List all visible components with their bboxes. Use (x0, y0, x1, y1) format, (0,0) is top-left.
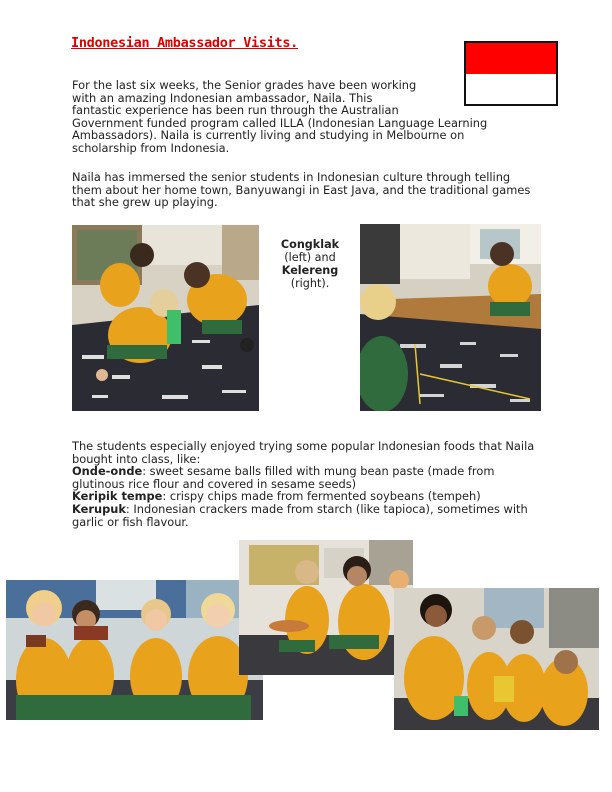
photo-students-food-tray (239, 540, 413, 675)
foods-intro: The students especially enjoyed trying some popular Indonesian foods that Naila bought into class, like: (72, 439, 535, 466)
caption-game2-note: (right). (290, 277, 330, 290)
intro-rest: Government funded program called ILLA (Indonesian Language Learning Ambassadors). Naila is currently living and studying in Melbourne on scholarship from Indonesia. (72, 115, 488, 155)
food-name: Kerupuk (72, 501, 126, 516)
caption-game1-note: (left) and (284, 251, 336, 264)
foods-section (72, 440, 542, 528)
intro-paragraph (72, 79, 532, 155)
photo-congklak-image (72, 225, 259, 411)
games-caption (277, 238, 343, 290)
food-item (72, 503, 542, 528)
culture-paragraph: Naila has immersed the senior students in Indonesian culture through telling them about her home town, Banyuwangi in East Java, and the traditional games that she grew up playing. (72, 170, 531, 210)
photo-students-group-left (6, 580, 263, 720)
caption-game2: Kelereng (281, 264, 339, 277)
flag-red-stripe (466, 43, 556, 74)
photo-students-snacks-image (394, 588, 599, 730)
food-desc: : crispy chips made from fermented soybeans (tempeh) (162, 489, 481, 504)
intro-line: with an amazing Indonesian ambassador, Naila. This (72, 90, 373, 105)
food-name: Keripik tempe (72, 489, 163, 504)
intro-line: fantastic experience has been run through the Australian (72, 103, 399, 118)
caption-game1: Congklak (280, 238, 340, 251)
page-title: Indonesian Ambassador Visits. (71, 35, 299, 51)
food-desc: : sweet sesame balls filled with mung bean paste (made from glutinous rice flour and covered in sesame seeds) (72, 464, 495, 491)
photo-kelereng (360, 224, 541, 411)
photo-students-food-tray-image (239, 540, 413, 675)
intro-line: For the last six weeks, the Senior grades have been working (72, 78, 417, 92)
photo-kelereng-image (360, 224, 541, 411)
food-name: Onde-onde (72, 464, 143, 479)
photo-congklak (72, 225, 259, 411)
food-desc: : Indonesian crackers made from starch (like tapioca), sometimes with garlic or fish flavour. (72, 501, 528, 529)
photo-students-group-left-image (6, 580, 263, 720)
food-item (72, 465, 542, 490)
photo-students-snacks (394, 588, 599, 730)
